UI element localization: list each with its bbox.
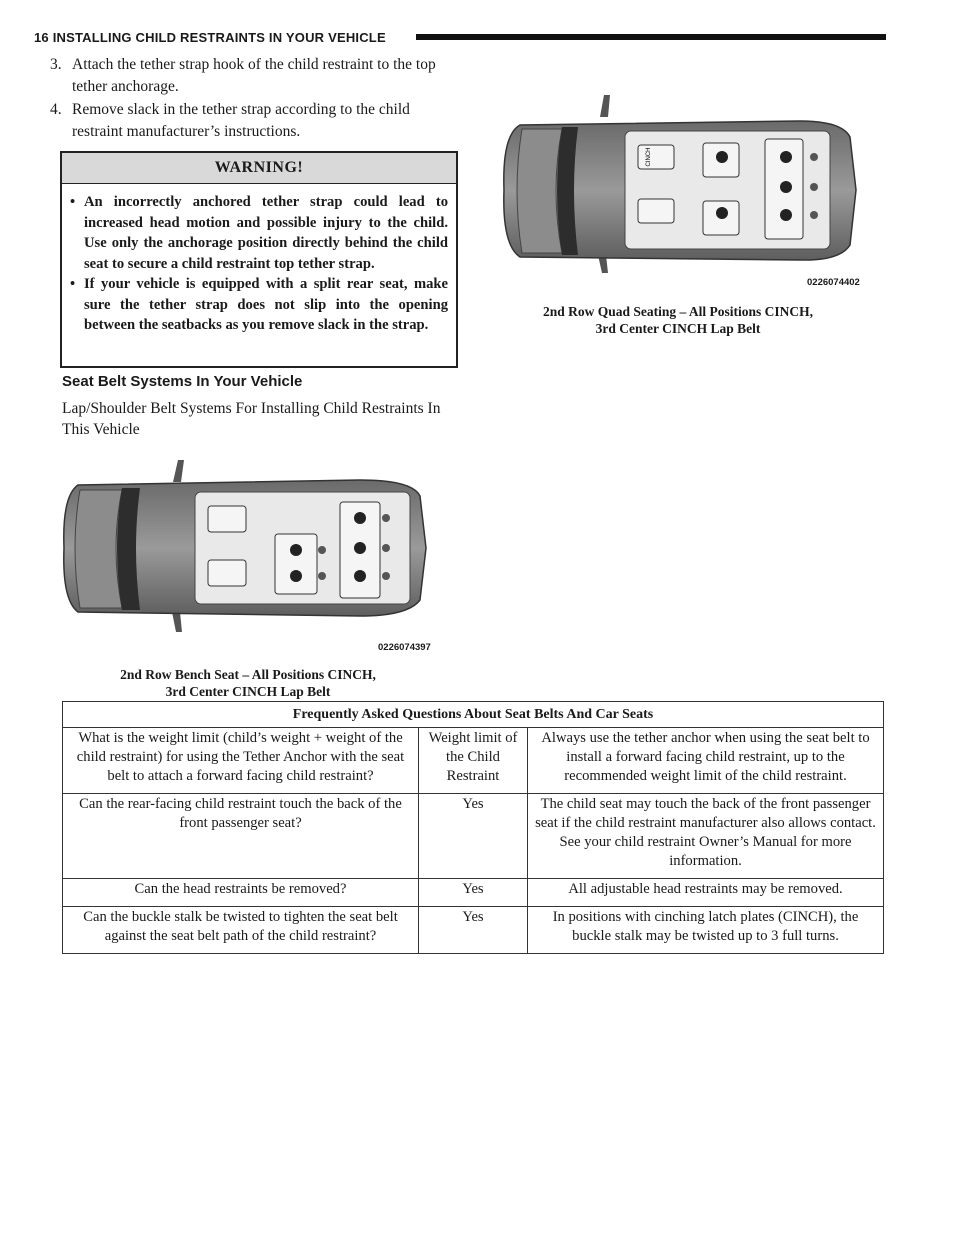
- van-top-view-illustration: [60, 460, 440, 650]
- step-4: 4. Remove slack in the tether strap according to the child restraint manufacturer’s instructions.: [50, 101, 410, 140]
- answer-cell: Yes: [419, 879, 528, 907]
- detail-cell: In positions with cinching latch plates (CINCH), the buckle stalk may be twisted up to 3 full turns.: [528, 907, 884, 954]
- svg-text:CINCH: CINCH: [646, 147, 652, 167]
- question-cell: Can the head restraints be removed?: [63, 879, 419, 907]
- warning-item: • If your vehicle is equipped with a split rear seat, make sure the tether strap does not slip into the opening between the seatbacks as you remove slack in the strap.: [70, 276, 448, 333]
- table-header-row: [63, 702, 884, 728]
- figure-bench-seating: [60, 460, 440, 653]
- section-intro: Lap/Shoulder Belt Systems For Installing Child Restraints In This Vehicle: [62, 400, 441, 438]
- warning-item: • An incorrectly anchored tether strap could lead to increased head motion and possible injury to the child. Use only the anchorage position directly behind the child seat to secure a child restraint top tether strap.: [70, 194, 448, 272]
- figure-code: 0226074397: [378, 642, 431, 653]
- table-title: Frequently Asked Questions About Seat Belts And Car Seats: [63, 702, 884, 728]
- figure-caption-quad: 2nd Row Quad Seating – All Positions CINCH, 3rd Center CINCH Lap Belt: [542, 304, 814, 336]
- detail-cell: The child seat may touch the back of the front passenger seat if the child restraint manufacturer also allows contact. See your child restraint Owner’s Manual for more information.: [528, 794, 884, 879]
- warning-box: [60, 151, 458, 368]
- table-row: [63, 879, 884, 907]
- detail-cell: All adjustable head restraints may be removed.: [528, 879, 884, 907]
- answer-cell: Yes: [419, 907, 528, 954]
- header-rule: [416, 34, 886, 40]
- answer-cell: Weight limit of the Child Restraint: [419, 728, 528, 794]
- running-header: [34, 28, 886, 46]
- question-cell: Can the rear-facing child restraint touch the back of the front passenger seat?: [63, 794, 419, 879]
- answer-cell: Yes: [419, 794, 528, 879]
- section-heading: Seat Belt Systems In Your Vehicle: [62, 373, 303, 390]
- question-cell: Can the buckle stalk be twisted to tighten the seat belt against the seat belt path of the child restraint?: [63, 907, 419, 954]
- van-top-view-illustration: [500, 95, 870, 295]
- figure-quad-seating: [500, 95, 870, 295]
- figure-code: 0226074402: [807, 277, 860, 288]
- faq-table: [62, 701, 884, 954]
- warning-title: WARNING!: [62, 153, 456, 184]
- warning-list: [62, 184, 456, 336]
- question-cell: What is the weight limit (child’s weight + weight of the child restraint) for using the Tether Anchor with the seat belt to attach a forward facing child restraint?: [63, 728, 419, 794]
- table-row: [63, 907, 884, 954]
- bullet-icon: •: [70, 276, 76, 292]
- figure-caption-bench: 2nd Row Bench Seat – All Positions CINCH, 3rd Center CINCH Lap Belt: [120, 667, 376, 699]
- table-row: [63, 728, 884, 794]
- detail-cell: Always use the tether anchor when using the seat belt to install a forward facing child restraint, up to the recommended weight limit of the child restraint.: [528, 728, 884, 794]
- bullet-icon: •: [70, 194, 76, 210]
- step-3: 3. Attach the tether strap hook of the child restraint to the top tether anchorage.: [50, 56, 436, 95]
- page-header-text: 16 INSTALLING CHILD RESTRAINTS IN YOUR VEHICLE: [34, 30, 386, 45]
- table-row: [63, 794, 884, 879]
